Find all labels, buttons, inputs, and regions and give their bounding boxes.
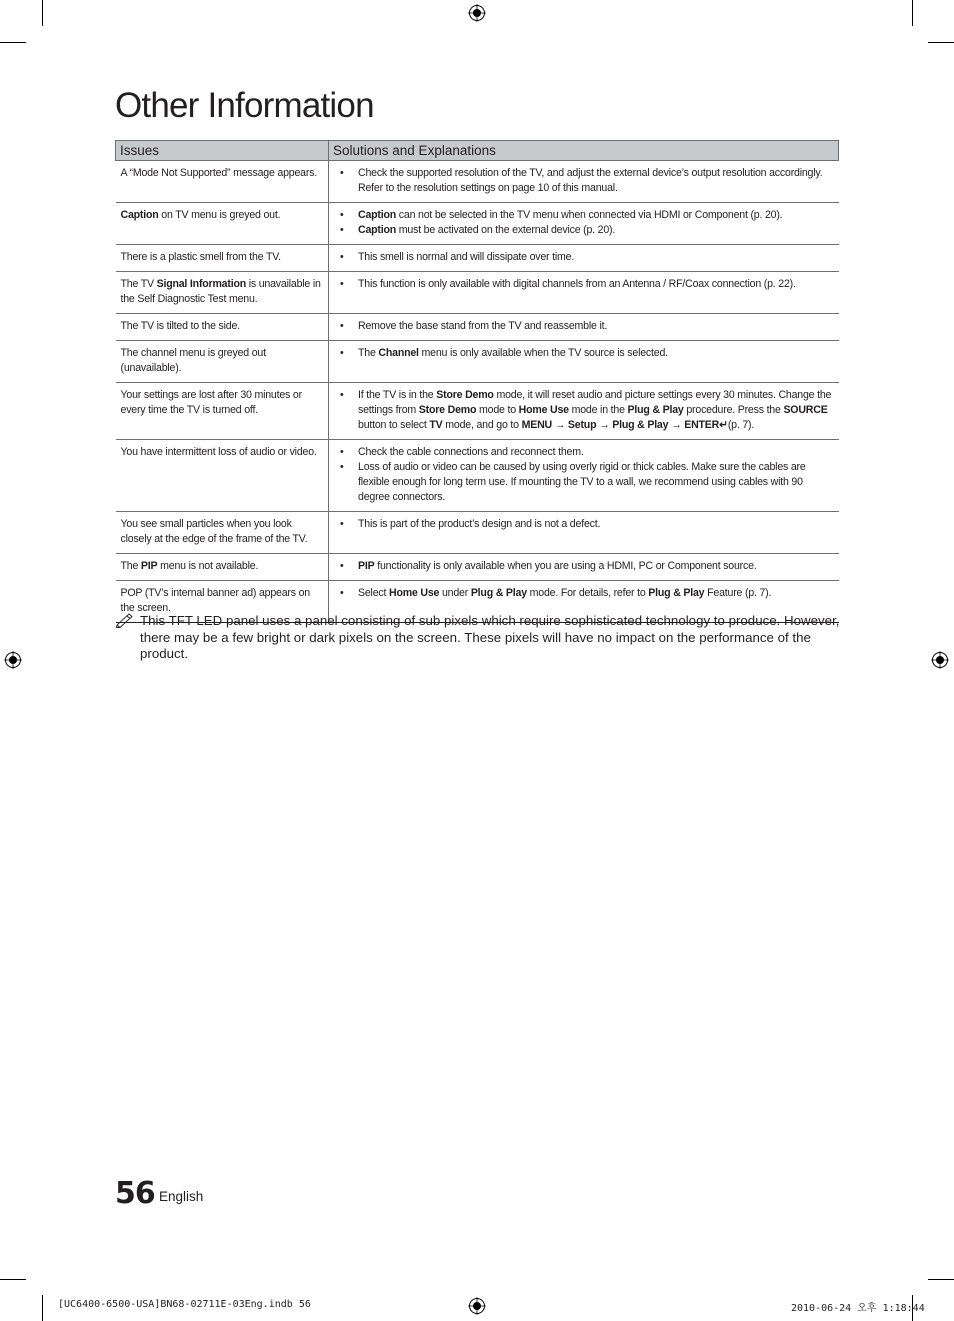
emphasized-term: Setup <box>567 419 597 431</box>
text-run: Feature (p. 7). <box>704 587 772 599</box>
text-run: menu is only available when the TV source is selected. <box>418 347 668 359</box>
troubleshooting-table <box>115 140 839 623</box>
solution-item <box>334 586 835 601</box>
solution-list <box>334 445 835 505</box>
solution-list <box>334 208 835 238</box>
issue-cell <box>116 161 329 203</box>
text-run: If the TV is in the <box>358 389 437 401</box>
solution-cell <box>329 245 839 272</box>
text-run: Loss of audio or video can be caused by using overly rigid or thick cables. Make sure the cables are flexible enough for long term use. If mounting the TV to a wall, we recommend using cables with 90 degree connectors. <box>358 461 806 503</box>
emphasized-term: Plug & Play <box>648 587 705 599</box>
text-run: The TV is tilted to the side. <box>120 320 240 332</box>
registration-mark-icon <box>931 651 949 669</box>
crop-mark <box>42 0 43 26</box>
solution-cell <box>329 161 839 203</box>
text-run: POP (TV’s internal banner ad) appears on the screen. <box>120 587 310 614</box>
text-run: button to select <box>358 419 430 431</box>
text-run: Check the supported resolution of the TV, and adjust the external device’s output resolution accordingly. Refer to the resolution settings on page 10 of this manual. <box>358 167 823 194</box>
table-header-row <box>116 141 839 161</box>
text-run: procedure. Press the <box>683 404 784 416</box>
text-run: Remove the base stand from the TV and reassemble it. <box>358 320 608 332</box>
table-body <box>116 161 839 623</box>
bullet-icon: • <box>340 278 344 290</box>
emphasized-term: Store Demo <box>418 404 477 416</box>
table-row <box>116 203 839 245</box>
text-run: can not be selected in the TV menu when connected via HDMI or Component (p. 20). <box>396 209 783 221</box>
solution-item <box>334 250 835 265</box>
issue-cell <box>116 272 329 314</box>
solution-cell <box>329 554 839 581</box>
crop-mark <box>0 1279 26 1280</box>
crop-mark <box>928 42 954 43</box>
text-run: This smell is normal and will dissipate over time. <box>358 251 575 263</box>
note <box>115 613 845 663</box>
emphasized-term: Channel <box>378 347 419 359</box>
solution-item <box>334 166 835 196</box>
solution-list <box>334 559 835 574</box>
emphasized-term: Caption <box>358 209 397 221</box>
emphasized-term: Signal Information <box>156 278 246 290</box>
page-title: Other Information <box>115 86 374 125</box>
text-run: The <box>120 560 141 572</box>
table-row <box>116 440 839 512</box>
table-row <box>116 272 839 314</box>
bullet-icon: • <box>340 224 344 236</box>
emphasized-term: SOURCE <box>783 404 828 416</box>
text-run: Select <box>358 587 389 599</box>
text-run: mode to <box>476 404 519 416</box>
solution-item <box>334 559 835 574</box>
emphasized-term: PIP <box>140 560 158 572</box>
solution-cell <box>329 203 839 245</box>
crop-mark <box>42 1295 43 1321</box>
table-row <box>116 161 839 203</box>
text-run: under <box>439 587 471 599</box>
text-run: The <box>358 347 379 359</box>
issue-cell <box>116 245 329 272</box>
issue-cell <box>116 341 329 383</box>
solution-list <box>334 277 835 292</box>
solution-item <box>334 388 835 433</box>
solution-cell <box>329 272 839 314</box>
solution-list <box>334 388 835 433</box>
text-run: menu is not available. <box>157 560 259 572</box>
bullet-icon: • <box>340 209 344 221</box>
table-row <box>116 314 839 341</box>
bullet-icon: • <box>340 389 344 401</box>
table-row <box>116 554 839 581</box>
solution-cell <box>329 341 839 383</box>
emphasized-term: Store Demo <box>436 389 494 401</box>
emphasized-term: Plug & Play <box>627 404 684 416</box>
emphasized-term: Home Use <box>389 587 440 599</box>
text-run: The TV <box>120 278 157 290</box>
issue-cell <box>116 512 329 554</box>
emphasized-term: Plug & Play <box>612 419 669 431</box>
text-run: → <box>668 419 685 431</box>
page-language: English <box>159 1189 204 1204</box>
emphasized-term: PIP <box>358 560 375 572</box>
crop-mark <box>928 1279 954 1280</box>
text-run: → <box>596 419 613 431</box>
text-run: functionality is only available when you are using a HDMI, PC or Component source. <box>374 560 757 572</box>
text-run: This is part of the product’s design and is not a defect. <box>358 518 601 530</box>
bullet-icon: • <box>340 347 344 359</box>
solution-item <box>334 208 835 223</box>
text-run: must be activated on the external device (p. 20). <box>396 224 616 236</box>
emphasized-term: Home Use <box>518 404 569 416</box>
solution-cell <box>329 314 839 341</box>
text-run: mode in the <box>568 404 628 416</box>
emphasized-term: ↵ <box>719 419 728 431</box>
text-run: on TV menu is greyed out. <box>158 209 281 221</box>
text-run: (p. 7). <box>727 419 755 431</box>
pencil-note-icon <box>115 612 135 628</box>
crop-mark <box>912 0 913 26</box>
bullet-icon: • <box>340 251 344 263</box>
text-run: Your settings are lost after 30 minutes or every time the TV is turned off. <box>120 389 302 416</box>
registration-mark-icon <box>468 4 486 22</box>
text-run: This function is only available with digital channels from an Antenna / RF/Coax connection (p. 22). <box>358 278 796 290</box>
issue-cell <box>116 383 329 440</box>
bullet-icon: • <box>340 167 344 179</box>
text-run: You have intermittent loss of audio or video. <box>120 446 317 458</box>
table-row <box>116 341 839 383</box>
solution-item <box>334 223 835 238</box>
solution-item <box>334 319 835 334</box>
table-row <box>116 245 839 272</box>
solution-list <box>334 166 835 196</box>
bullet-icon: • <box>340 518 344 530</box>
bullet-icon: • <box>340 461 344 473</box>
emphasized-term: TV <box>429 419 443 431</box>
solution-list <box>334 586 835 601</box>
column-header-solutions: Solutions and Explanations <box>329 141 839 161</box>
solution-list <box>334 346 835 361</box>
print-slug-file: [UC6400-6500-USA]BN68-02711E-03Eng.indb 56 <box>58 1299 311 1310</box>
emphasized-term: MENU <box>521 419 553 431</box>
text-run: → <box>552 419 568 431</box>
print-slug-date: 2010-06-24 오후 1:18:44 <box>791 1303 925 1314</box>
text-run: The channel menu is greyed out (unavailable). <box>120 347 266 374</box>
emphasized-term: Caption <box>358 224 397 236</box>
bullet-icon: • <box>340 560 344 572</box>
crop-mark <box>0 42 26 43</box>
issue-cell <box>116 554 329 581</box>
solution-cell <box>329 383 839 440</box>
table-row <box>116 512 839 554</box>
solution-item <box>334 445 835 460</box>
emphasized-term: ENTER <box>684 419 720 431</box>
solution-item <box>334 517 835 532</box>
table-row <box>116 383 839 440</box>
solution-item <box>334 460 835 505</box>
emphasized-term: Caption <box>120 209 159 221</box>
issue-cell <box>116 203 329 245</box>
emphasized-term: Plug & Play <box>470 587 527 599</box>
text-run: There is a plastic smell from the TV. <box>120 251 281 263</box>
text-run: mode. For details, refer to <box>526 587 649 599</box>
issue-cell <box>116 440 329 512</box>
note-text: This TFT LED panel uses a panel consisting of sub pixels which require sophisticated technology to produce. However, there may be a few bright or dark pixels on the screen. These pixels will have no impact on the performance of the product. <box>140 613 840 661</box>
solution-list <box>334 517 835 532</box>
text-run: is unavailable in the Self Diagnostic Test menu. <box>120 278 321 305</box>
registration-mark-icon <box>468 1297 486 1315</box>
text-run: mode, and go to <box>442 419 522 431</box>
issue-cell <box>116 314 329 341</box>
solution-cell <box>329 440 839 512</box>
solution-list <box>334 250 835 265</box>
bullet-icon: • <box>340 446 344 458</box>
solution-item <box>334 346 835 361</box>
column-header-issues: Issues <box>116 141 329 161</box>
registration-mark-icon <box>4 651 22 669</box>
text-run: A “Mode Not Supported” message appears. <box>120 167 318 179</box>
bullet-icon: • <box>340 587 344 599</box>
text-run: You see small particles when you look closely at the edge of the frame of the TV. <box>120 518 308 545</box>
solution-cell <box>329 512 839 554</box>
text-run: mode, it will reset audio and picture settings every 30 minutes. Change the settings from <box>358 389 832 416</box>
bullet-icon: • <box>340 320 344 332</box>
page-number: 56 <box>115 1176 155 1211</box>
solution-list <box>334 319 835 334</box>
text-run: Check the cable connections and reconnect them. <box>358 446 584 458</box>
solution-item <box>334 277 835 292</box>
